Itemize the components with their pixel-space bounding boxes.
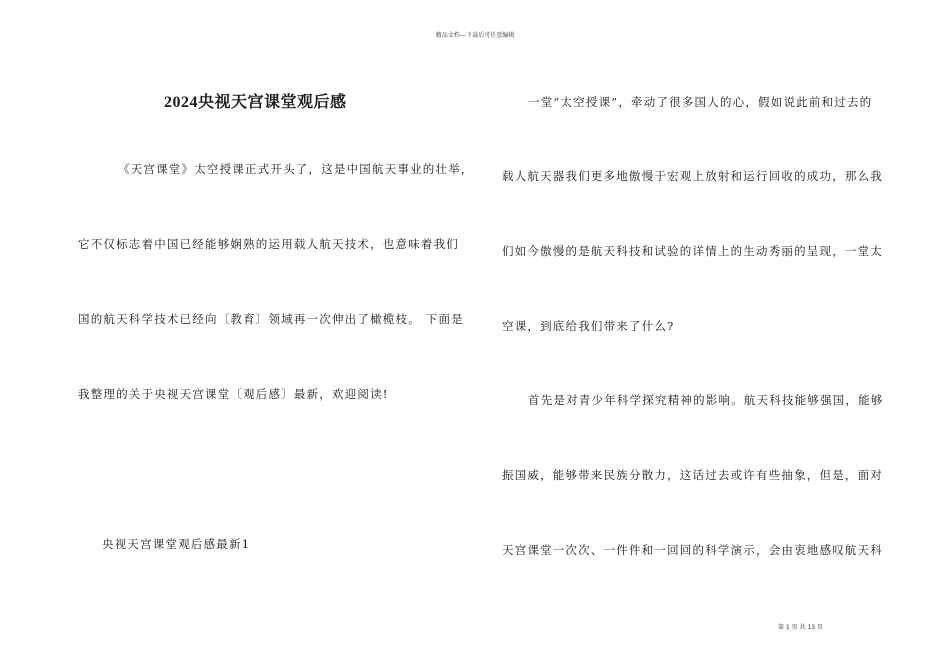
paragraph-line: 我整理的关于央视天宫课堂〔观后感〕最新，欢迎阅读! [78, 387, 389, 401]
paragraph-line: 振国威，能够带来民族分散力，这话过去或许有些抽象，但是，面对 [502, 468, 883, 482]
document-title: 2024央视天宫课堂观后感 [164, 94, 347, 111]
page-header: 精品文档---下载后可任意编辑 [435, 32, 515, 39]
paragraph-line: 一堂“太空授课”，牵动了很多国人的心，假如说此前和过去的 [528, 95, 873, 109]
paragraph-line: 首先是对青少年科学探究精神的影响。航天科技能够强国，能够 [528, 393, 884, 407]
paragraph-line: 它不仅标志着中国已经能够娴熟的运用载人航天技术，也意味着我们 [78, 237, 459, 251]
paragraph-line: 《天宫课堂》太空授课正式开头了，这是中国航天事业的壮举， [118, 162, 474, 176]
section-heading: 央视天宫课堂观后感最新1 [102, 537, 251, 551]
paragraph-line: 国的航天科学技术已经向〔教育〕领域再一次伸出了橄榄枝。 下面是 [78, 312, 464, 326]
paragraph-line: 载人航天器我们更多地傲慢于宏观上放射和运行回收的成功，那么我 [502, 169, 883, 183]
paragraph-line: 空课，到底给我们带来了什么? [502, 319, 675, 333]
paragraph-line: 天宫课堂一次次、一件件和一回回的科学演示，会由衷地感叹航天科 [502, 543, 883, 557]
page-number: 第 1 页 共 13 页 [778, 624, 823, 631]
paragraph-line: 们如今傲慢的是航天科技和试验的详情上的生动秀丽的呈现，一堂太 [502, 244, 883, 258]
